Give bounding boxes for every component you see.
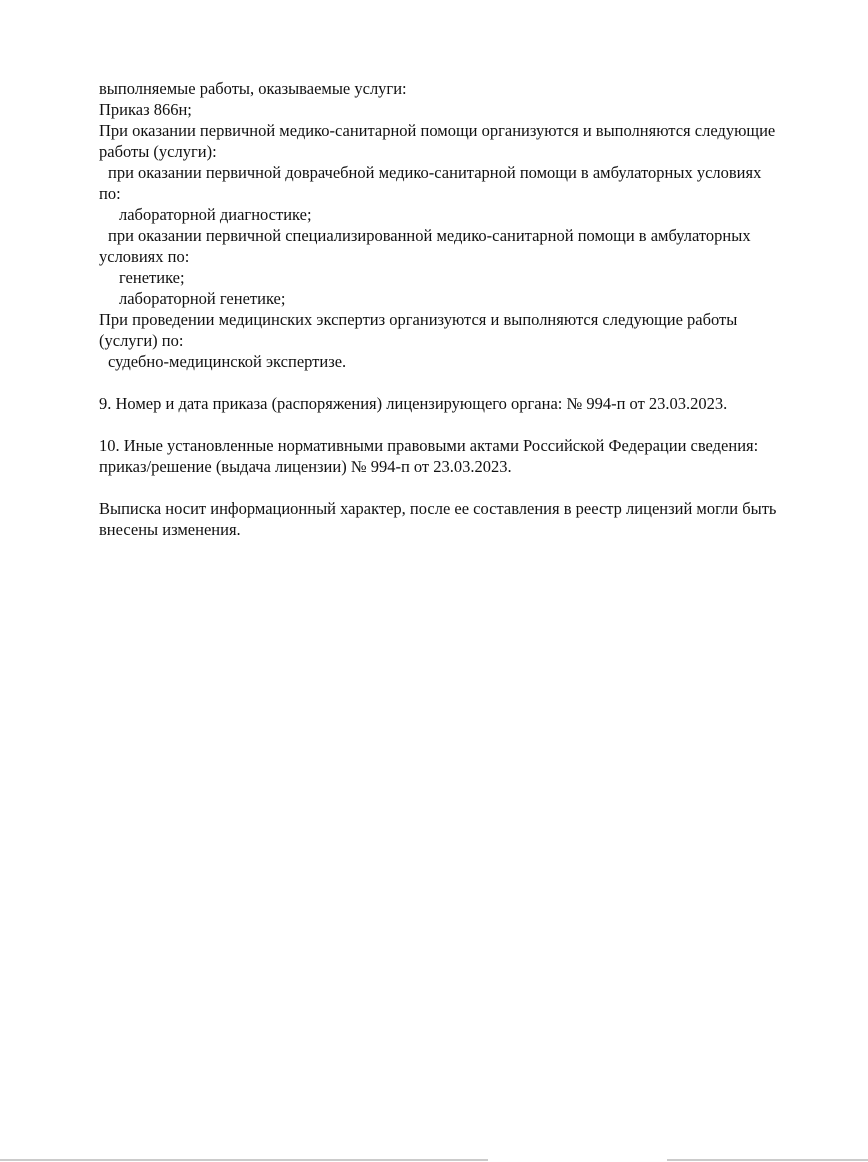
text-line: судебно-медицинской экспертизе. — [108, 352, 347, 371]
text-line: условиях по: — [99, 247, 190, 266]
text-line: лабораторной диагностике; — [119, 205, 312, 224]
text-line: 9. Номер и дата приказа (распоряжения) лицензирующего органа: № 994-п от 23.03.2023. — [99, 394, 728, 413]
text-line: при оказании первичной специализированной медико-санитарной помощи в амбулаторных — [108, 226, 751, 245]
text-line — [99, 477, 851, 498]
text-line: (услуги) по: — [99, 331, 184, 350]
text-line: по: — [99, 184, 121, 203]
text-line — [99, 372, 851, 393]
text-line: внесены изменения. — [99, 520, 241, 539]
document-body — [99, 78, 851, 540]
text-line: При оказании первичной медико-санитарной помощи организуются и выполняются следующие — [99, 121, 776, 140]
text-line: При проведении медицинских экспертиз организуются и выполняются следующие работы — [99, 310, 738, 329]
text-line: Выписка носит информационный характер, после ее составления в реестр лицензий могли быть — [99, 499, 777, 518]
text-line: лабораторной генетике; — [119, 289, 286, 308]
text-line: работы (услуги): — [99, 142, 217, 161]
page-bottom-rule-left — [0, 1159, 488, 1161]
text-line: генетике; — [119, 268, 185, 287]
text-line: 10. Иные установленные нормативными правовыми актами Российской Федерации сведения: — [99, 436, 759, 455]
text-line: приказ/решение (выдача лицензии) № 994-п от 23.03.2023. — [99, 457, 512, 476]
text-line — [99, 414, 851, 435]
text-line: Приказ 866н; — [99, 100, 192, 119]
text-line: при оказании первичной доврачебной медико-санитарной помощи в амбулаторных условиях — [108, 163, 762, 182]
page-bottom-rule-right — [667, 1159, 868, 1161]
text-line: выполняемые работы, оказываемые услуги: — [99, 79, 407, 98]
